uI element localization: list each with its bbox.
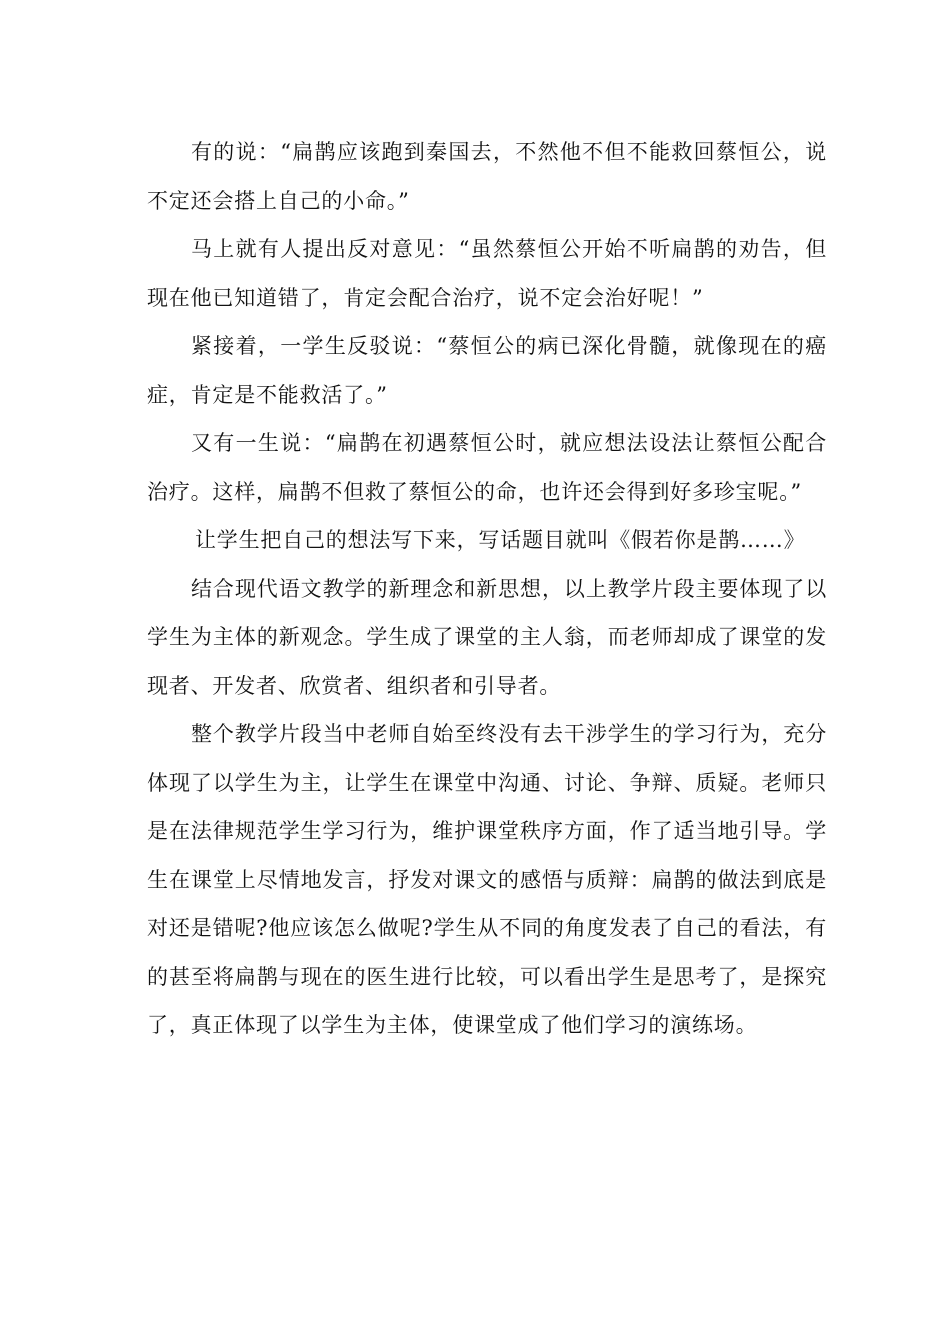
paragraph-4: 又有一生说：“扁鹊在初遇蔡恒公时，就应想法设法让蔡恒公配合治疗。这样，扁鹊不但救了蔡恒公的命，也许还会得到好多珍宝呢。” xyxy=(147,431,827,504)
document-body xyxy=(147,128,827,1050)
paragraph-2: 马上就有人提出反对意见：“虽然蔡恒公开始不听扁鹊的劝告，但现在他已知道错了，肯定会配合治疗，说不定会治好呢！” xyxy=(147,237,827,310)
paragraph-3: 紧接着，一学生反驳说：“蔡恒公的病已深化骨髓，就像现在的癌症，肯定是不能救活了。” xyxy=(147,334,827,407)
paragraph-6: 结合现代语文教学的新理念和新思想，以上教学片段主要体现了以学生为主体的新观念。学生成了课堂的主人翁，而老师却成了课堂的发现者、开发者、欣赏者、组织者和引导者。 xyxy=(147,576,827,698)
paragraph-5: 让学生把自己的想法写下来，写话题目就叫《假若你是鹊……》 xyxy=(195,528,806,552)
paragraph-1: 有的说：“扁鹊应该跑到秦国去，不然他不但不能救回蔡恒公，说不定还会搭上自己的小命。” xyxy=(147,140,827,213)
paragraph-7: 整个教学片段当中老师自始至终没有去干涉学生的学习行为，充分体现了以学生为主，让学生在课堂中沟通、讨论、争辩、质疑。老师只是在法律规范学生学习行为，维护课堂秩序方面，作了适当地引导。学生在课堂上尽情地发言，抒发对课文的感悟与质辩：扁鹊的做法到底是对还是错呢?他应该怎么做呢?学生从不同的角度发表了自己的看法，有的甚至将扁鹊与现在的医生进行比较，可以看出学生是思考了，是探究了，真正体现了以学生为主体，使课堂成了他们学习的演练场。 xyxy=(147,722,827,1037)
